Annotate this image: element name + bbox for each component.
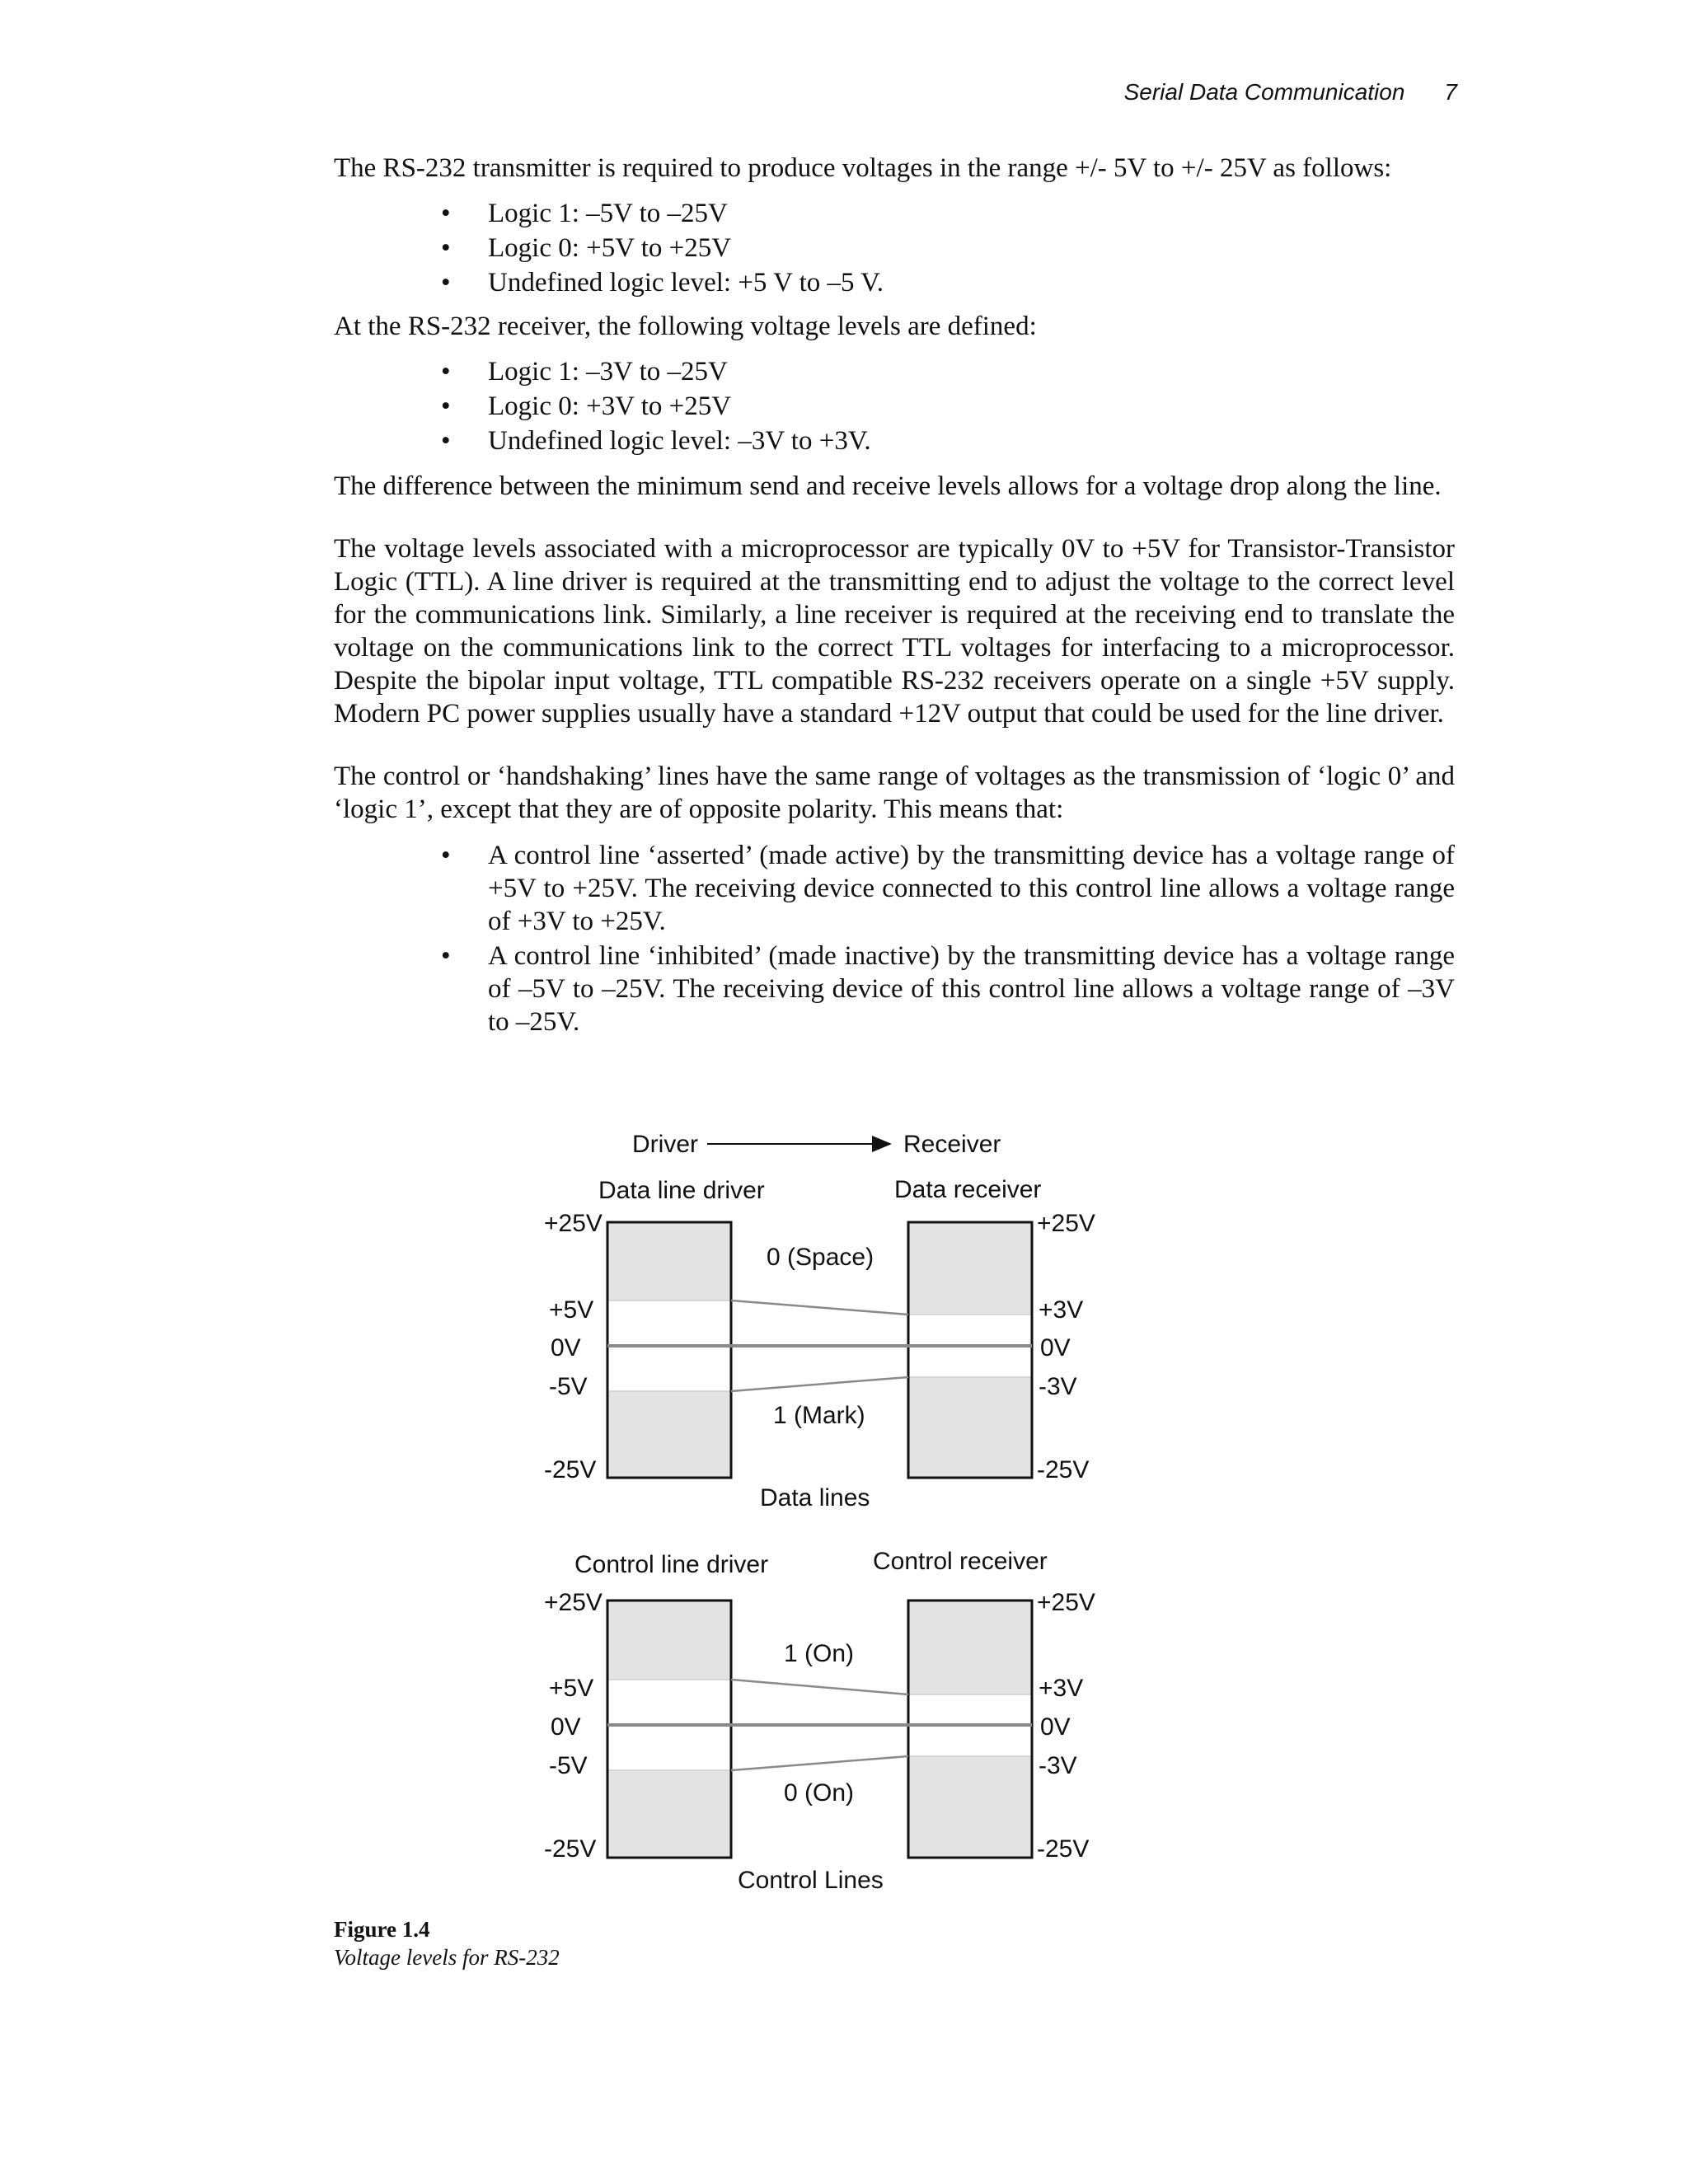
header-title: Serial Data Communication xyxy=(1123,79,1405,105)
control-receiver-off-region xyxy=(908,1756,1032,1858)
paragraph-voltage-drop: The difference between the minimum send and receive levels allows for a voltage drop along the line. xyxy=(334,471,1442,501)
bullet: • xyxy=(441,199,451,228)
data-right-level-plus3: +3V xyxy=(1039,1296,1084,1324)
paragraph-transmitter: The RS-232 transmitter is required to produce voltages in the range +/- 5V to +/- 25V as follows: xyxy=(334,153,1392,183)
data-driver-space-region xyxy=(607,1222,731,1301)
transmitter-levels-list xyxy=(334,196,1455,300)
control-left-level-plus25: +25V xyxy=(544,1589,603,1616)
data-lines-caption: Data lines xyxy=(760,1484,870,1511)
data-space-label: 0 (Space) xyxy=(767,1244,874,1271)
bullet: • xyxy=(441,233,451,263)
control-left-level-minus5: -5V xyxy=(549,1752,588,1779)
list-item: • Undefined logic level: –3V to +3V. xyxy=(334,424,1455,458)
running-header xyxy=(1124,79,1457,105)
list-item: • A control line ‘inhibited’ (made inactive) by the transmitting device has a voltage range of –5V to –25V. The receiving device of this control line allows a voltage range of –3V to –25V. xyxy=(441,941,1455,1037)
data-right-level-minus3: -3V xyxy=(1039,1373,1077,1400)
control-right-level-minus25: -25V xyxy=(1037,1835,1090,1863)
page-body xyxy=(334,152,1455,1038)
bullet: • xyxy=(441,841,451,870)
paragraph-handshaking: The control or ‘handshaking’ lines have the same range of voltages as the transmission of ‘logic 0’ and ‘logic 1’, except that they are of opposite polarity. This means that: xyxy=(334,762,1455,824)
control-off-label: 0 (On) xyxy=(784,1779,855,1807)
driver-label: Driver xyxy=(632,1131,698,1158)
control-driver-title: Control line driver xyxy=(574,1551,769,1578)
figure-label: Figure 1.4 xyxy=(334,1917,430,1942)
data-driver-title: Data line driver xyxy=(598,1177,765,1204)
voltage-diagram-svg xyxy=(544,1127,1104,1894)
control-right-level-minus3: -3V xyxy=(1039,1752,1077,1779)
data-receiver-mark-region xyxy=(908,1377,1032,1478)
control-receiver-title: Control receiver xyxy=(873,1548,1048,1575)
voltage-levels-diagram xyxy=(544,1127,1104,1894)
figure-caption xyxy=(334,1915,560,1971)
control-off-threshold-line xyxy=(731,1756,908,1770)
control-receiver-on-region xyxy=(908,1601,1032,1694)
bullet: • xyxy=(441,426,451,456)
data-receiver-title: Data receiver xyxy=(894,1176,1042,1203)
bullet: • xyxy=(441,391,451,421)
data-right-level-minus25: -25V xyxy=(1037,1456,1090,1483)
data-mark-label: 1 (Mark) xyxy=(773,1402,865,1429)
receiver-label: Receiver xyxy=(903,1131,1001,1158)
control-right-level-zero: 0V xyxy=(1040,1713,1071,1741)
control-driver-on-region xyxy=(607,1601,731,1680)
bullet: • xyxy=(441,268,451,298)
page-number: 7 xyxy=(1444,79,1457,105)
receiver-levels-list xyxy=(334,354,1455,458)
control-left-level-plus5: +5V xyxy=(549,1675,594,1702)
data-left-level-plus5: +5V xyxy=(549,1296,594,1324)
control-on-threshold-line xyxy=(731,1680,908,1694)
control-lines-caption: Control Lines xyxy=(738,1867,884,1894)
data-space-threshold-line xyxy=(731,1301,908,1315)
list-item: • Logic 1: –3V to –25V xyxy=(334,354,1455,389)
data-left-level-minus25: -25V xyxy=(544,1456,597,1483)
control-right-level-plus25: +25V xyxy=(1037,1589,1095,1616)
data-left-level-zero: 0V xyxy=(551,1334,581,1361)
control-right-level-plus3: +3V xyxy=(1039,1675,1084,1702)
control-left-level-zero: 0V xyxy=(551,1713,581,1741)
control-left-level-minus25: -25V xyxy=(544,1835,597,1863)
list-item: • A control line ‘asserted’ (made active) by the transmitting device has a voltage range of +5V to +25V. The receiving device connected to this control line allows a voltage range of +3V to +25V. xyxy=(441,841,1455,936)
data-left-level-minus5: -5V xyxy=(549,1373,588,1400)
control-driver-off-region xyxy=(607,1770,731,1858)
control-on-label: 1 (On) xyxy=(784,1640,855,1667)
list-item: • Undefined logic level: +5 V to –5 V. xyxy=(334,265,1455,300)
control-lines-list xyxy=(334,839,1455,1038)
data-mark-threshold-line xyxy=(731,1377,908,1391)
data-left-level-plus25: +25V xyxy=(544,1210,603,1237)
list-item: • Logic 0: +5V to +25V xyxy=(334,231,1455,265)
list-item: • Logic 1: –5V to –25V xyxy=(334,196,1455,231)
bullet: • xyxy=(441,357,451,387)
list-item: • Logic 0: +3V to +25V xyxy=(334,389,1455,424)
paragraph-ttl: The voltage levels associated with a microprocessor are typically 0V to +5V for Transistor-Transistor Logic (TTL). A line driver is required at the transmitting end to adjust the voltage to the correct level for the communications link. Similarly, a line receiver is required at the receiving end to translate the voltage on the communications link to the correct TTL voltages for interfacing to a microprocessor. Despite the bipolar input voltage, TTL compatible RS-232 receivers operate on a single +5V supply. Modern PC power supplies usually have a standard +12V output that could be used for the line driver. xyxy=(334,534,1455,729)
bullet: • xyxy=(441,941,451,971)
paragraph-receiver: At the RS-232 receiver, the following voltage levels are defined: xyxy=(334,312,1037,341)
data-right-level-plus25: +25V xyxy=(1037,1210,1095,1237)
data-receiver-space-region xyxy=(908,1222,1032,1315)
data-driver-mark-region xyxy=(607,1391,731,1478)
figure-caption-text: Voltage levels for RS-232 xyxy=(334,1945,560,1970)
data-right-level-zero: 0V xyxy=(1040,1334,1071,1361)
